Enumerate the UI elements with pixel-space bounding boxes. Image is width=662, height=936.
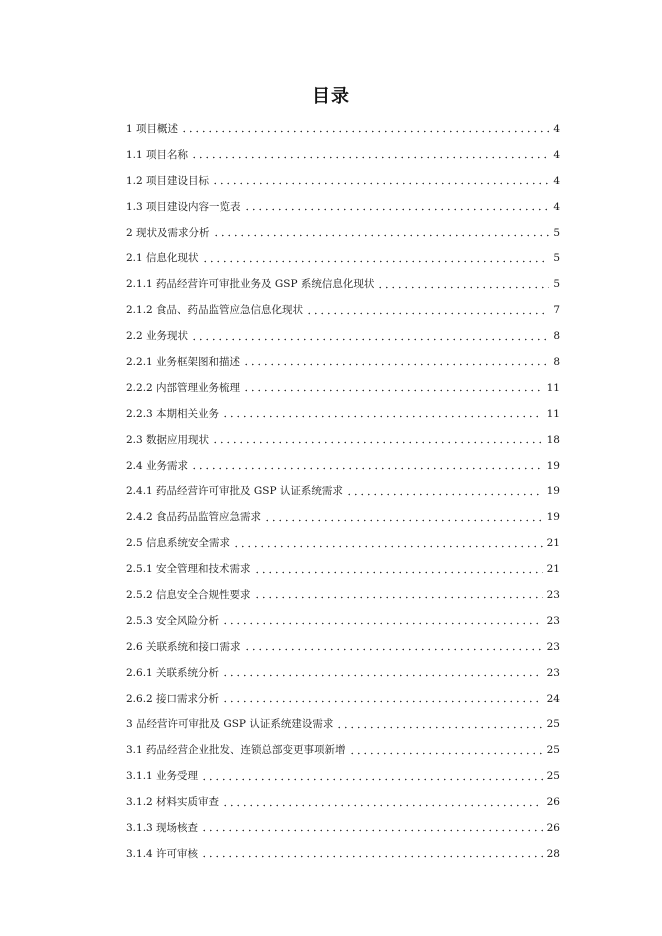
- toc-entry[interactable]: [126, 738, 560, 764]
- toc-entry[interactable]: [126, 661, 560, 687]
- dot-leader: [377, 281, 549, 293]
- dot-leader: [243, 385, 543, 397]
- toc-entry-label: 3.1 药品经营企业批发、连锁总部变更事项新增: [126, 744, 346, 757]
- toc-entry-page-number: 4: [553, 200, 560, 213]
- dot-leader: [212, 437, 543, 449]
- dot-leader: [254, 566, 543, 578]
- dot-leader: [349, 747, 543, 759]
- toc-entry-label: 2.2.1 业务框架图和描述: [126, 356, 241, 369]
- dot-leader: [264, 514, 543, 526]
- dot-leader: [222, 618, 543, 630]
- toc-entry-page-number: 25: [546, 718, 560, 731]
- toc-entry[interactable]: [126, 764, 560, 790]
- toc-entry-page-number: 11: [546, 381, 560, 394]
- toc-entry-label: 1.1 项目名称: [126, 148, 189, 161]
- toc-entry-page-number: 11: [546, 407, 560, 420]
- toc-entry[interactable]: [126, 790, 560, 816]
- toc-entry-page-number: 4: [553, 148, 560, 161]
- toc-entry-page-number: 19: [546, 459, 560, 472]
- toc-entry[interactable]: [126, 428, 560, 454]
- toc-entry-label: 2.4 业务需求: [126, 459, 189, 472]
- toc-entry-page-number: 19: [546, 485, 560, 498]
- toc-entry[interactable]: [126, 246, 560, 272]
- toc-entry-label: 1 项目概述: [126, 123, 179, 135]
- toc-entry-label: 2.5 信息系统安全需求: [126, 537, 231, 550]
- dot-leader: [222, 670, 543, 682]
- dot-leader: [201, 825, 543, 837]
- toc-entry-page-number: 23: [546, 666, 560, 679]
- toc-entry-label: 2.1 信息化现状: [126, 252, 199, 265]
- toc-entry-page-number: 24: [546, 692, 560, 705]
- toc-entry[interactable]: [126, 298, 560, 324]
- dot-leader: [222, 411, 543, 423]
- toc-entry-label: 3 品经营许可审批及 GSP 认证系统建设需求: [126, 718, 334, 731]
- toc-entry-label: 2.1.2 食品、药品监管应急信息化现状: [126, 304, 304, 317]
- toc-entry[interactable]: [126, 712, 560, 738]
- toc-entry-page-number: 8: [553, 330, 560, 343]
- toc-entry-label: 2.5.1 安全管理和技术需求: [126, 563, 251, 576]
- dot-leader: [191, 333, 549, 345]
- dot-leader: [346, 488, 543, 500]
- toc-entry-label: 2.6.2 接口需求分析: [126, 692, 220, 705]
- toc-entry[interactable]: [126, 169, 560, 195]
- toc-entry[interactable]: [126, 402, 560, 428]
- toc-entry-label: 3.1.2 材料实质审查: [126, 796, 220, 809]
- toc-entry-page-number: 26: [546, 796, 560, 809]
- toc-entry-label: 2.3 数据应用现状: [126, 433, 210, 446]
- toc-entry-page-number: 23: [546, 640, 560, 653]
- toc-entry[interactable]: [126, 454, 560, 480]
- toc-entry[interactable]: [126, 272, 560, 298]
- toc-entry[interactable]: [126, 687, 560, 713]
- toc-entry[interactable]: [126, 117, 560, 143]
- dot-leader: [222, 696, 543, 708]
- toc-entry-page-number: 18: [546, 433, 560, 446]
- dot-leader: [201, 773, 543, 785]
- toc-entry[interactable]: [126, 531, 560, 557]
- toc-entry-label: 3.1.1 业务受理: [126, 770, 199, 783]
- toc-entry-page-number: 5: [553, 278, 560, 291]
- toc-entry[interactable]: [126, 557, 560, 583]
- toc-entry[interactable]: [126, 842, 560, 868]
- toc-entry[interactable]: [126, 143, 560, 169]
- toc-entry-label: 2.4.1 药品经营许可审批及 GSP 认证系统需求: [126, 485, 343, 498]
- dot-leader: [212, 178, 549, 190]
- toc-entry-page-number: 4: [553, 123, 560, 135]
- toc-entry-page-number: 5: [553, 226, 560, 239]
- dot-leader: [243, 359, 549, 371]
- toc-entry-page-number: 21: [546, 537, 560, 550]
- toc-entry-label: 1.3 项目建设内容一览表: [126, 200, 241, 213]
- toc-entry-page-number: 8: [553, 356, 560, 369]
- toc-entry-page-number: 23: [546, 614, 560, 627]
- dot-leader: [244, 644, 543, 656]
- toc-entry[interactable]: [126, 816, 560, 842]
- toc-entry-label: 2.2.3 本期相关业务: [126, 407, 220, 420]
- dot-leader: [336, 721, 542, 733]
- toc-entry[interactable]: [126, 505, 560, 531]
- dot-leader: [233, 540, 543, 552]
- dot-leader: [213, 230, 550, 242]
- toc-entry-page-number: 25: [546, 744, 560, 757]
- toc-entry-page-number: 21: [546, 563, 560, 576]
- toc-entry-page-number: 4: [553, 174, 560, 187]
- toc-entry-label: 2.5.3 安全风险分析: [126, 614, 220, 627]
- toc-entry[interactable]: [126, 350, 560, 376]
- toc-entry[interactable]: [126, 221, 560, 247]
- toc-entry-page-number: 28: [546, 847, 560, 860]
- toc-entry[interactable]: [126, 583, 560, 609]
- toc-entry-page-number: 26: [546, 822, 560, 835]
- toc-entry-label: 3.1.4 许可审核: [126, 847, 199, 860]
- dot-leader: [191, 463, 543, 475]
- toc-entry-label: 1.2 项目建设目标: [126, 174, 210, 187]
- toc-entry-label: 2.2.2 内部管理业务梳理: [126, 381, 241, 394]
- toc-entry[interactable]: [126, 195, 560, 221]
- dot-leader: [244, 204, 550, 216]
- toc-entry-page-number: 19: [546, 511, 560, 524]
- toc-entry[interactable]: [126, 376, 560, 402]
- dot-leader: [306, 307, 549, 319]
- toc-entry-page-number: 7: [553, 304, 560, 317]
- toc-entry-label: 2.1.1 药品经营许可审批业务及 GSP 系统信息化现状: [126, 278, 375, 291]
- toc-entry[interactable]: [126, 479, 560, 505]
- toc-entry-page-number: 25: [546, 770, 560, 783]
- dot-leader: [191, 152, 549, 164]
- toc-entry-label: 2.4.2 食品药品监管应急需求: [126, 511, 262, 524]
- dot-leader: [222, 799, 543, 811]
- dot-leader: [254, 592, 543, 604]
- toc-entry-page-number: 23: [546, 589, 560, 602]
- toc-entry[interactable]: [126, 635, 560, 661]
- toc-entry-label: 2.2 业务现状: [126, 330, 189, 343]
- dot-leader: [181, 126, 549, 138]
- toc-entry-page-number: 5: [553, 252, 560, 265]
- toc-title: 目录: [312, 86, 350, 107]
- toc-entry-label: 2.6.1 关联系统分析: [126, 666, 220, 679]
- dot-leader: [202, 255, 550, 267]
- toc-entry-label: 2.5.2 信息安全合规性要求: [126, 589, 251, 602]
- toc-entry-label: 2.6 关联系统和接口需求: [126, 640, 241, 653]
- table-of-contents: [126, 117, 560, 868]
- dot-leader: [201, 851, 543, 863]
- toc-entry[interactable]: [126, 609, 560, 635]
- toc-entry-label: 2 现状及需求分析: [126, 226, 210, 239]
- toc-entry[interactable]: [126, 324, 560, 350]
- toc-entry-label: 3.1.3 现场核查: [126, 822, 199, 835]
